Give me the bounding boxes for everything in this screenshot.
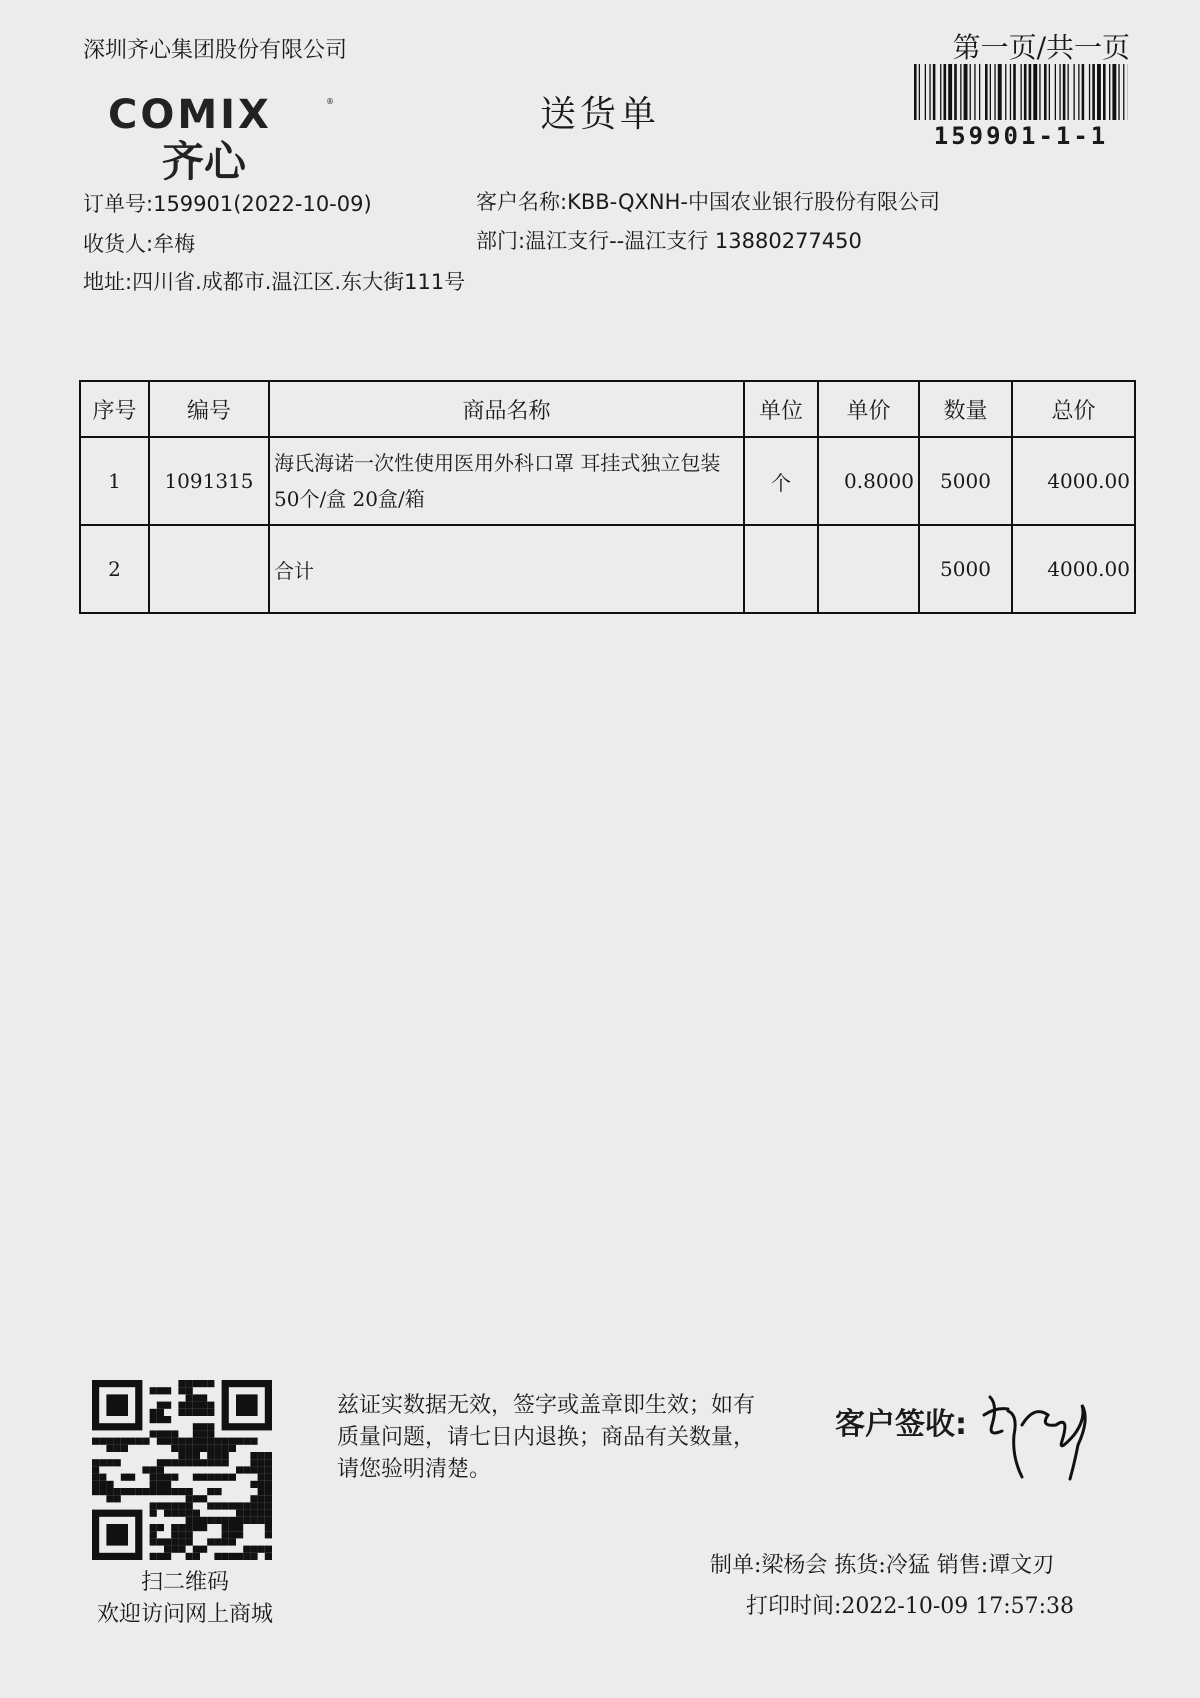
svg-text:COMIX: COMIX xyxy=(108,92,272,138)
customer-sign-label: 客户签收: xyxy=(835,1407,967,1442)
svg-text:齐心: 齐心 xyxy=(162,137,247,182)
barcode-number: 159901-1-1 xyxy=(933,122,1109,150)
comix-logo xyxy=(104,90,334,182)
customer-name xyxy=(476,186,940,216)
table-row xyxy=(80,525,1135,613)
customer-label: 客户名称: xyxy=(476,190,568,214)
col-header-product: 商品名称 xyxy=(269,381,744,437)
cell-total: 4000.00 xyxy=(1012,437,1135,525)
col-header-seq: 序号 xyxy=(80,381,149,437)
cell-code: 1091315 xyxy=(149,437,269,525)
cell-unit xyxy=(744,525,818,613)
receiver-label: 收货人: xyxy=(83,232,154,256)
address-label: 地址: xyxy=(83,270,133,294)
customer-value: KBB-QXNH-中国农业银行股份有限公司 xyxy=(567,190,941,214)
dept-label: 部门: xyxy=(476,229,526,253)
cell-unit: 个 xyxy=(744,437,818,525)
col-header-qty: 数量 xyxy=(919,381,1012,437)
cell-product: 海氏海诺一次性使用医用外科口罩 耳挂式独立包装 50个/盒 20盒/箱 xyxy=(269,437,744,525)
col-header-price: 单价 xyxy=(818,381,919,437)
cell-seq: 1 xyxy=(80,437,149,525)
cell-price xyxy=(818,525,919,613)
col-header-code: 编号 xyxy=(149,381,269,437)
receiver-value: 牟梅 xyxy=(153,232,196,256)
col-header-total: 总价 xyxy=(1012,381,1135,437)
document-title: 送货单 xyxy=(540,94,661,135)
table-row xyxy=(80,437,1135,525)
svg-text:®: ® xyxy=(326,97,334,106)
order-number xyxy=(83,188,372,218)
notice-text: 兹证实数据无效，签字或盖章即生效；如有质量问题，请七日内退换；商品有关数量，请您验明清楚。 xyxy=(337,1393,756,1482)
address xyxy=(83,266,465,296)
cell-price: 0.8000 xyxy=(818,437,919,525)
cell-qty: 5000 xyxy=(919,437,1012,525)
department xyxy=(476,225,862,255)
order-label: 订单号: xyxy=(83,192,154,216)
cell-qty: 5000 xyxy=(919,525,1012,613)
print-time: 打印时间:2022-10-09 17:57:38 xyxy=(746,1594,1075,1619)
cell-total: 4000.00 xyxy=(1012,525,1135,613)
col-header-unit: 单位 xyxy=(744,381,818,437)
company-name: 深圳齐心集团股份有限公司 xyxy=(83,38,348,63)
table-header-row xyxy=(80,381,1135,437)
page-indicator: 第一页/共一页 xyxy=(952,31,1130,64)
cell-product: 合计 xyxy=(269,525,744,613)
qr-code xyxy=(92,1380,272,1560)
barcode xyxy=(914,64,1128,120)
receiver xyxy=(83,228,195,258)
qr-caption xyxy=(70,1567,300,1631)
dept-value: 温江支行--温江支行 13880277450 xyxy=(525,229,862,253)
staff-line: 制单:梁杨会 拣货:冷猛 销售:谭文刃 xyxy=(710,1553,1055,1578)
address-value: 四川省.成都市.温江区.东大街111号 xyxy=(132,270,466,294)
cell-seq: 2 xyxy=(80,525,149,613)
qr-caption-line-1: 扫二维码 xyxy=(140,1570,229,1595)
handwritten-signature xyxy=(978,1385,1098,1485)
cell-code xyxy=(149,525,269,613)
items-table xyxy=(79,380,1136,614)
qr-caption-line-2: 欢迎访问网上商城 xyxy=(96,1602,273,1627)
order-value: 159901(2022-10-09) xyxy=(153,192,372,216)
